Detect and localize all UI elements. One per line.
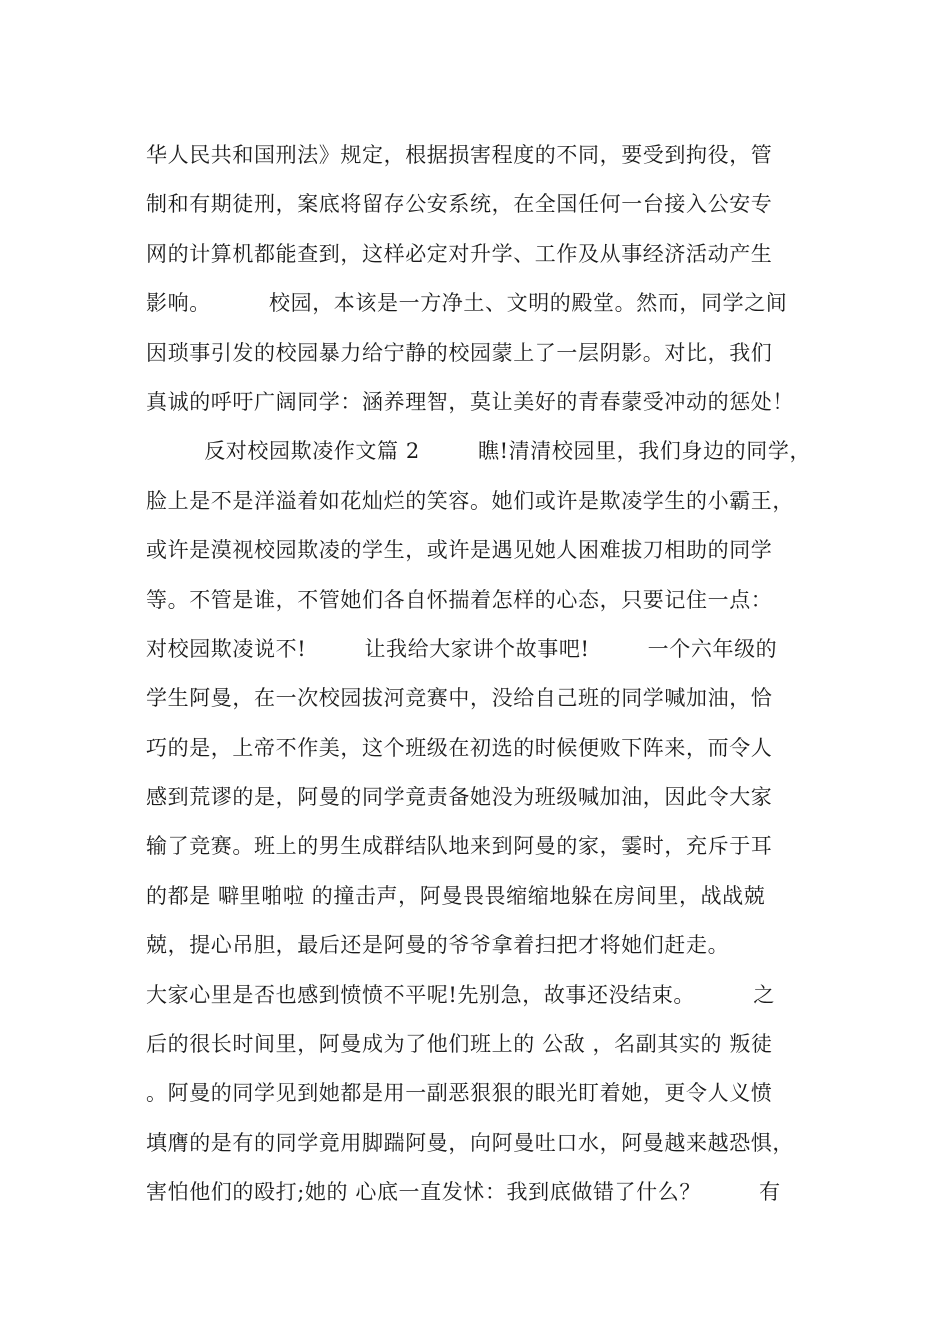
text-line: 制和有期徒刑，案底将留存公安系统，在全国任何一台接入公安专 — [146, 192, 773, 217]
text-line: 。阿曼的同学见到她都是用一副恶狠狠的眼光盯着她，更令人义愤 — [146, 1081, 773, 1106]
text-line: 输了竞赛。班上的男生成群结队地来到阿曼的家，霎时，充斥于耳 — [146, 834, 773, 859]
text-line: 等。不管是谁，不管她们各自怀揣着怎样的心态，只要记住一点： — [146, 587, 773, 612]
text-line: 学生阿曼，在一次校园拔河竞赛中，没给自己班的同学喊加油，恰 — [146, 686, 773, 711]
text-line: 感到荒谬的是，阿曼的同学竟责备她没为班级喊加油，因此令大家 — [146, 785, 773, 810]
text-line: 影响。 校园，本该是一方净土、文明的殿堂。然而，同学之间 — [146, 291, 788, 316]
text-line: 后的很长时间里，阿曼成为了他们班上的 公敌 ，名副其实的 叛徒 — [146, 1032, 773, 1057]
text-line: 的都是 噼里啪啦 的撞击声，阿曼畏畏缩缩地躲在房间里，战战兢 — [146, 883, 766, 908]
section-heading-line: 反对校园欺凌作文篇 2 瞧!清清校园里，我们身边的同学， — [146, 439, 812, 464]
text-line: 因琐事引发的校园暴力给宁静的校园蒙上了一层阴影。对比，我们 — [146, 340, 773, 365]
text-line: 兢，提心吊胆，最后还是阿曼的爷爷拿着扫把才将她们赶走。 — [146, 933, 730, 958]
text-line: 网的计算机都能查到，这样必定对升学、工作及从事经济活动产生 — [146, 241, 773, 266]
text-line: 害怕他们的殴打;她的 心底一直发怵：我到底做错了什么？ 有 — [146, 1180, 781, 1205]
essay-text — [146, 131, 846, 1218]
text-line: 对校园欺凌说不! 让我给大家讲个故事吧! 一个六年级的 — [146, 636, 778, 661]
text-line: 华人民共和国刑法》规定，根据损害程度的不同，要受到拘役，管 — [146, 143, 773, 167]
text-line: 脸上是不是洋溢着如花灿烂的笑容。她们或许是欺凌学生的小霸王， — [146, 488, 794, 513]
text-line: 巧的是，上帝不作美，这个班级在初选的时候便败下阵来，而令人 — [146, 735, 773, 760]
text-line: 或许是漠视校园欺凌的学生，或许是遇见她人困难拔刀相助的同学 — [146, 538, 773, 563]
text-line: 大家心里是否也感到愤愤不平呢!先别急，故事还没结束。 之 — [146, 982, 775, 1007]
text-line: 真诚的呼吁广阔同学：涵养理智，莫让美好的青春蒙受冲动的惩处！ — [146, 389, 794, 414]
text-line: 填膺的是有的同学竟用脚踹阿曼，向阿曼吐口水，阿曼越来越恐惧， — [146, 1130, 794, 1155]
